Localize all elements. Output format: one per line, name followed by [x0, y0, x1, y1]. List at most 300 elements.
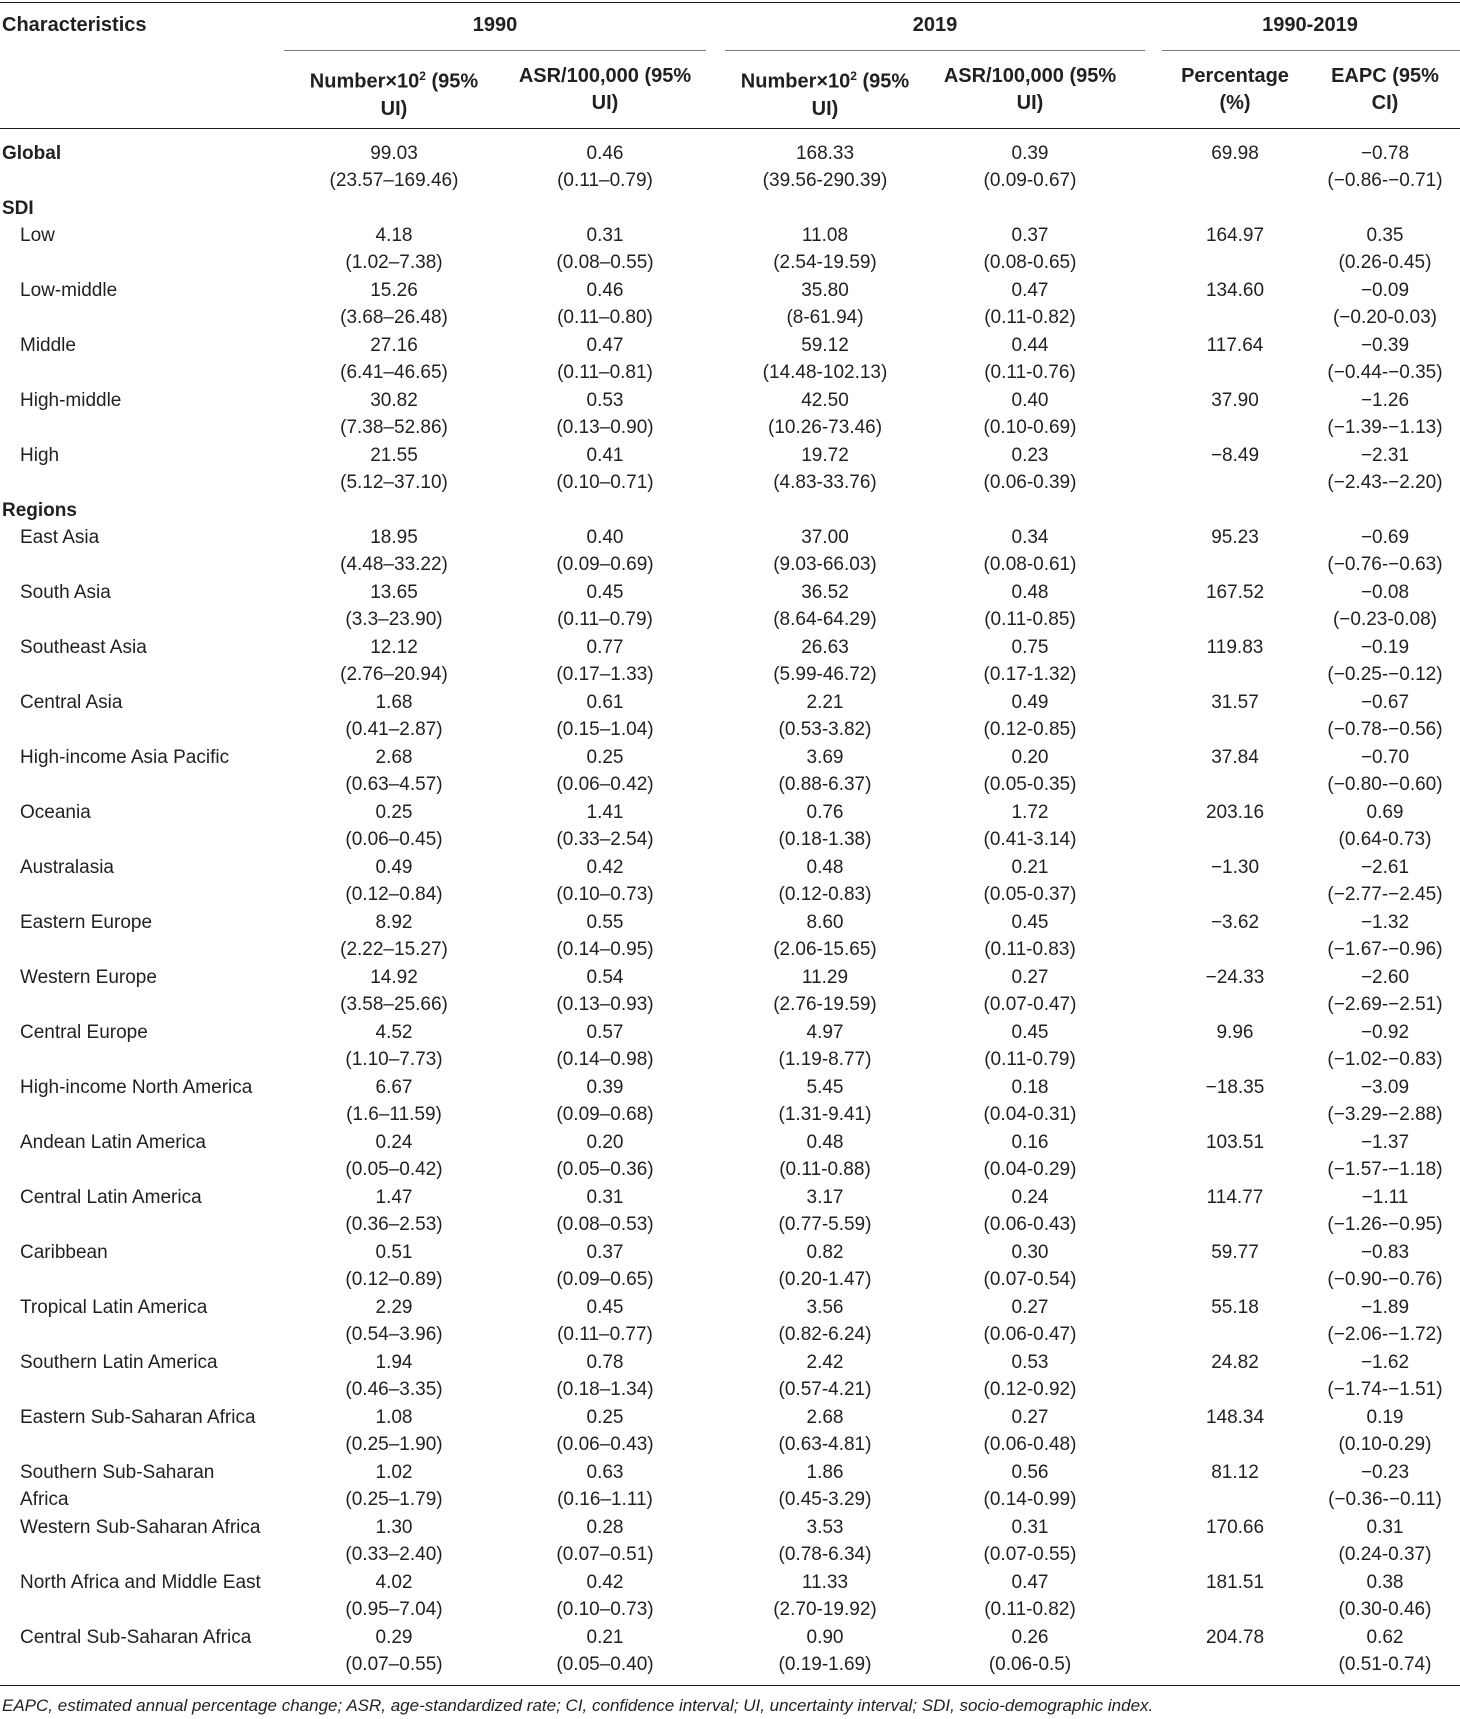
row-label: Central Europe — [20, 1022, 148, 1043]
row-label: North Africa and Middle East — [20, 1572, 261, 1593]
row-label: Central Sub-Saharan Africa — [20, 1627, 252, 1648]
cell-asr-2019-value: 0.48 — [1011, 582, 1049, 603]
cell-percentage — [1145, 1624, 1325, 1651]
cell-asr-2019 — [930, 1184, 1130, 1238]
cell-percentage-value: 55.18 — [1211, 1297, 1259, 1318]
cell-percentage-value: 37.90 — [1211, 390, 1259, 411]
header-bottom-rule — [0, 128, 1460, 129]
cell-number-1990 — [284, 854, 504, 908]
cell-number-2019-interval: (1.31-9.41) — [778, 1104, 872, 1125]
cell-eapc-interval: (0.26-0.45) — [1338, 252, 1432, 273]
table-row — [0, 1294, 1460, 1349]
cell-number-2019 — [725, 1129, 925, 1183]
cell-asr-2019-interval: (0.04-0.31) — [983, 1104, 1077, 1125]
cell-number-2019 — [725, 799, 925, 853]
header-number-2019: $Number\times 10^2$ (95% UI) — [740, 69, 910, 120]
cell-asr-1990-interval: (0.18–1.34) — [556, 1379, 654, 1400]
cell-percentage-value: 117.64 — [1206, 335, 1264, 356]
cell-percentage — [1145, 1569, 1325, 1596]
cell-percentage-value: 134.60 — [1205, 280, 1265, 301]
cell-number-1990 — [284, 744, 504, 798]
cell-eapc-value: −1.62 — [1360, 1352, 1410, 1373]
cell-eapc — [1310, 579, 1460, 633]
table-row — [0, 799, 1460, 854]
cell-percentage — [1145, 1129, 1325, 1156]
cell-percentage-value: 204.78 — [1205, 1627, 1265, 1648]
cell-number-1990 — [284, 524, 504, 578]
cell-percentage — [1145, 909, 1325, 936]
cell-number-2019-interval: (1.19-8.77) — [778, 1049, 872, 1070]
cell-eapc — [1310, 1184, 1460, 1238]
row-label: High — [20, 445, 60, 466]
cell-eapc — [1310, 1514, 1460, 1568]
cell-number-1990-interval: (0.12–0.84) — [345, 884, 443, 905]
cell-asr-1990-value: 0.21 — [586, 1627, 624, 1648]
cell-asr-2019-interval: (0.07-0.47) — [983, 994, 1077, 1015]
cell-asr-1990 — [505, 579, 705, 633]
cell-asr-2019 — [930, 964, 1130, 1018]
cell-number-2019-interval: (2.70-19.92) — [773, 1599, 877, 1620]
table-row — [0, 1459, 1460, 1514]
cell-asr-2019-value: 0.21 — [1011, 857, 1049, 878]
cell-asr-2019-value: 0.37 — [1011, 225, 1049, 246]
cell-number-1990-interval: (0.36–2.53) — [345, 1214, 443, 1235]
cell-eapc — [1310, 442, 1460, 496]
cell-eapc-interval: (−0.36-−0.11) — [1328, 1489, 1442, 1510]
cell-number-2019-interval: (2.76-19.59) — [773, 994, 877, 1015]
cell-asr-1990 — [505, 634, 705, 688]
row-label: Tropical Latin America — [20, 1297, 208, 1318]
cell-asr-2019-interval: (0.17-1.32) — [983, 664, 1077, 685]
cell-number-1990-interval: (23.57–169.46) — [329, 170, 459, 191]
cell-number-2019-interval: (5.99-46.72) — [773, 664, 877, 685]
cell-number-1990-interval: (2.22–15.27) — [340, 939, 448, 960]
cell-number-1990 — [284, 1184, 504, 1238]
cell-asr-2019-value: 0.34 — [1011, 527, 1049, 548]
cell-asr-2019-interval: (0.12-0.85) — [983, 719, 1077, 740]
cell-number-2019-value: 59.12 — [801, 335, 849, 356]
cell-number-2019-value: 2.42 — [806, 1352, 844, 1373]
cell-number-1990 — [284, 1074, 504, 1128]
cell-asr-1990-value: 0.47 — [586, 335, 624, 356]
cell-asr-1990-interval: (0.17–1.33) — [556, 664, 654, 685]
cell-percentage-value: 37.84 — [1211, 747, 1259, 768]
cell-percentage — [1145, 1184, 1325, 1211]
cell-asr-1990-value: 0.31 — [586, 225, 624, 246]
cell-number-2019 — [725, 1349, 925, 1403]
header-asr-2019: ASR/100,000 (95% UI) — [943, 65, 1117, 114]
cell-number-2019 — [725, 387, 925, 441]
cell-number-2019 — [725, 909, 925, 963]
cell-asr-2019 — [930, 1459, 1130, 1513]
cell-asr-2019-interval: (0.07-0.54) — [983, 1269, 1077, 1290]
cell-percentage-value: −3.62 — [1210, 912, 1260, 933]
cell-number-2019 — [725, 1514, 925, 1568]
cell-number-1990-value: 27.16 — [370, 335, 418, 356]
cell-number-2019-value: 4.97 — [806, 1022, 844, 1043]
cell-number-2019 — [725, 332, 925, 386]
cell-eapc — [1310, 1019, 1460, 1073]
row-label: SDI — [2, 198, 34, 219]
cell-asr-1990-value: 0.25 — [586, 747, 624, 768]
cell-percentage — [1145, 854, 1325, 881]
cell-eapc-value: −0.69 — [1360, 527, 1410, 548]
cell-eapc-interval: (−1.02-−0.83) — [1327, 1049, 1443, 1070]
cell-number-1990 — [284, 1129, 504, 1183]
cell-number-2019-interval: (14.48-102.13) — [762, 362, 888, 383]
cell-eapc — [1310, 1459, 1460, 1513]
cell-eapc-interval: (−0.90-−0.76) — [1327, 1269, 1443, 1290]
cell-asr-1990 — [505, 799, 705, 853]
cell-number-1990-value: 0.25 — [375, 802, 413, 823]
cell-number-1990-value: 13.65 — [370, 582, 418, 603]
cell-eapc-value: −0.92 — [1360, 1022, 1410, 1043]
cell-number-1990-interval: (0.63–4.57) — [345, 774, 443, 795]
cell-eapc — [1310, 140, 1460, 194]
cell-eapc-interval: (−0.80-−0.60) — [1327, 774, 1443, 795]
cell-eapc-value: −0.78 — [1360, 143, 1410, 164]
cell-asr-1990 — [505, 744, 705, 798]
cell-number-2019-interval: (0.63-4.81) — [778, 1434, 872, 1455]
cell-asr-2019-interval: (0.06-0.43) — [983, 1214, 1077, 1235]
cell-number-2019-interval: (8.64-64.29) — [773, 609, 877, 630]
cell-eapc-value: 0.35 — [1366, 225, 1404, 246]
cell-number-1990 — [284, 277, 504, 331]
cell-eapc-interval: (0.30-0.46) — [1338, 1599, 1432, 1620]
cell-asr-2019-value: 0.56 — [1011, 1462, 1049, 1483]
cell-eapc-value: −0.19 — [1360, 637, 1410, 658]
cell-number-2019-value: 37.00 — [801, 527, 849, 548]
cell-eapc-value: −0.09 — [1360, 280, 1410, 301]
cell-percentage-value: 181.51 — [1205, 1572, 1265, 1593]
cell-asr-2019 — [930, 140, 1130, 194]
cell-asr-2019-value: 0.75 — [1011, 637, 1049, 658]
cell-asr-1990-value: 0.40 — [586, 527, 624, 548]
cell-number-1990-value: 21.55 — [370, 445, 418, 466]
cell-asr-2019-interval: (0.11-0.76) — [984, 362, 1076, 383]
cell-number-1990-value: 1.47 — [375, 1187, 413, 1208]
cell-asr-1990-value: 0.46 — [586, 280, 624, 301]
cell-number-2019-value: 0.90 — [806, 1627, 844, 1648]
cell-asr-1990 — [505, 1019, 705, 1073]
cell-number-2019-interval: (0.78-6.34) — [778, 1544, 872, 1565]
table-row — [0, 1514, 1460, 1569]
cell-asr-1990-value: 0.20 — [586, 1132, 624, 1153]
cell-percentage — [1145, 799, 1325, 826]
cell-number-1990-value: 0.29 — [375, 1627, 413, 1648]
cell-number-1990-value: 15.26 — [370, 280, 418, 301]
cell-asr-1990-value: 0.42 — [586, 857, 624, 878]
group-rule-2019 — [725, 50, 1145, 51]
cell-asr-2019 — [930, 744, 1130, 798]
header-group-2019: 2019 — [912, 14, 958, 36]
cell-asr-2019-value: 0.27 — [1011, 967, 1049, 988]
cell-number-2019 — [725, 744, 925, 798]
cell-number-2019-value: 1.86 — [806, 1462, 844, 1483]
cell-asr-1990-interval: (0.14–0.95) — [556, 939, 654, 960]
cell-number-2019-interval: (0.18-1.38) — [778, 829, 872, 850]
cell-number-2019-value: 3.53 — [806, 1517, 844, 1538]
cell-asr-1990 — [505, 1239, 705, 1293]
cell-eapc-interval: (−1.67-−0.96) — [1327, 939, 1443, 960]
cell-number-1990-interval: (0.25–1.90) — [345, 1434, 443, 1455]
cell-number-2019-interval: (8-61.94) — [786, 307, 864, 328]
cell-number-1990 — [284, 909, 504, 963]
cell-eapc — [1310, 909, 1460, 963]
cell-number-2019-value: 8.60 — [806, 912, 844, 933]
cell-eapc-interval: (−0.20-0.03) — [1332, 307, 1438, 328]
cell-number-2019 — [725, 524, 925, 578]
cell-number-2019 — [725, 964, 925, 1018]
cell-number-1990 — [284, 1569, 504, 1623]
cell-asr-2019 — [930, 579, 1130, 633]
cell-percentage — [1145, 579, 1325, 606]
row-label: Regions — [2, 500, 77, 521]
cell-asr-2019 — [930, 1294, 1130, 1348]
cell-number-2019-interval: (0.12-0.83) — [778, 884, 872, 905]
cell-number-1990-interval: (5.12–37.10) — [340, 472, 448, 493]
cell-eapc-value: 0.69 — [1366, 802, 1404, 823]
cell-asr-2019-value: 0.47 — [1011, 1572, 1049, 1593]
cell-eapc-interval: (−0.78-−0.56) — [1327, 719, 1443, 740]
cell-percentage — [1145, 332, 1325, 359]
cell-percentage-value: −8.49 — [1210, 445, 1260, 466]
cell-asr-1990 — [505, 387, 705, 441]
cell-number-1990 — [284, 442, 504, 496]
cell-number-1990-interval: (0.05–0.42) — [345, 1159, 443, 1180]
cell-number-2019-interval: (2.54-19.59) — [773, 252, 877, 273]
row-label: High-income Asia Pacific — [20, 747, 230, 768]
cell-asr-1990 — [505, 1074, 705, 1128]
cell-eapc — [1310, 1294, 1460, 1348]
cell-eapc-interval: (−0.44-−0.35) — [1327, 362, 1443, 383]
row-label: Southeast Asia — [20, 637, 147, 658]
cell-number-2019-value: 0.48 — [806, 857, 844, 878]
cell-asr-2019-value: 0.31 — [1011, 1517, 1049, 1538]
cell-percentage-value: −18.35 — [1205, 1077, 1265, 1098]
row-label: South Asia — [20, 582, 111, 603]
cell-asr-1990 — [505, 1184, 705, 1238]
cell-asr-1990-interval: (0.11–0.79) — [557, 609, 653, 630]
cell-eapc — [1310, 964, 1460, 1018]
header-eapc: EAPC (95% CI) — [1331, 65, 1439, 114]
cell-eapc-interval: (0.51-0.74) — [1338, 1654, 1432, 1675]
cell-number-2019-value: 0.48 — [806, 1132, 844, 1153]
cell-eapc — [1310, 1404, 1460, 1458]
cell-number-2019-value: 2.21 — [806, 692, 844, 713]
cell-percentage — [1145, 1349, 1325, 1376]
cell-percentage — [1145, 744, 1325, 771]
cell-asr-1990-value: 1.41 — [586, 802, 624, 823]
cell-number-2019 — [725, 1624, 925, 1678]
cell-asr-1990 — [505, 854, 705, 908]
cell-percentage-value: 203.16 — [1205, 802, 1265, 823]
cell-eapc-interval: (−0.86-−0.71) — [1327, 170, 1443, 191]
cell-number-1990-interval: (0.33–2.40) — [345, 1544, 443, 1565]
cell-eapc-value: 0.38 — [1366, 1572, 1404, 1593]
cell-asr-2019-value: 0.45 — [1011, 912, 1049, 933]
cell-asr-2019 — [930, 689, 1130, 743]
cell-eapc-interval: (−0.76-−0.63) — [1327, 554, 1443, 575]
cell-number-1990-interval: (2.76–20.94) — [340, 664, 448, 685]
cell-asr-1990-value: 0.53 — [586, 390, 624, 411]
cell-eapc-value: −1.11 — [1361, 1187, 1409, 1208]
cell-number-1990-value: 0.51 — [375, 1242, 413, 1263]
cell-number-1990-value: 12.12 — [370, 637, 418, 658]
cell-eapc — [1310, 332, 1460, 386]
cell-asr-2019-value: 0.18 — [1011, 1077, 1049, 1098]
cell-asr-1990-interval: (0.09–0.65) — [556, 1269, 654, 1290]
cell-eapc — [1310, 524, 1460, 578]
cell-percentage — [1145, 1404, 1325, 1431]
cell-percentage — [1145, 1074, 1325, 1101]
cell-eapc-value: −0.83 — [1360, 1242, 1410, 1263]
cell-number-2019-value: 168.33 — [795, 143, 855, 164]
cell-asr-2019 — [930, 1569, 1130, 1623]
cell-asr-2019-interval: (0.10-0.69) — [983, 417, 1077, 438]
cell-number-2019-interval: (0.57-4.21) — [778, 1379, 872, 1400]
cell-asr-2019-interval: (0.09-0.67) — [983, 170, 1077, 191]
cell-asr-1990-value: 0.57 — [586, 1022, 624, 1043]
row-label: Central Asia — [20, 692, 123, 713]
cell-asr-1990-value: 0.41 — [586, 445, 624, 466]
cell-asr-1990-interval: (0.11–0.81) — [557, 362, 653, 383]
row-label: Middle — [20, 335, 76, 356]
cell-asr-1990-value: 0.42 — [586, 1572, 624, 1593]
cell-eapc-value: −0.23 — [1360, 1462, 1410, 1483]
cell-asr-1990-interval: (0.13–0.90) — [556, 417, 654, 438]
cell-number-2019 — [725, 1294, 925, 1348]
cell-percentage-value: −24.33 — [1205, 967, 1265, 988]
row-label: Southern Sub-Saharan Africa — [20, 1462, 215, 1510]
cell-asr-2019-value: 0.49 — [1011, 692, 1049, 713]
cell-number-2019-interval: (0.20-1.47) — [778, 1269, 872, 1290]
cell-asr-1990-value: 0.77 — [586, 637, 624, 658]
top-rule — [0, 2, 1460, 3]
cell-asr-1990 — [505, 1514, 705, 1568]
cell-asr-1990-interval: (0.10–0.71) — [556, 472, 654, 493]
cell-number-1990-interval: (0.06–0.45) — [345, 829, 443, 850]
table-row — [0, 964, 1460, 1019]
header-group-1990-2019: 1990-2019 — [1262, 14, 1358, 36]
cell-asr-1990-value: 0.31 — [586, 1187, 624, 1208]
cell-number-2019 — [725, 277, 925, 331]
cell-number-2019-value: 42.50 — [801, 390, 849, 411]
cell-number-1990 — [284, 387, 504, 441]
cell-asr-1990 — [505, 442, 705, 496]
cell-asr-1990-interval: (0.05–0.40) — [556, 1654, 654, 1675]
cell-asr-1990-interval: (0.07–0.51) — [556, 1544, 654, 1565]
cell-number-2019-value: 11.08 — [801, 225, 849, 246]
cell-percentage — [1145, 140, 1325, 167]
cell-number-2019 — [725, 1569, 925, 1623]
cell-number-1990-value: 18.95 — [370, 527, 418, 548]
table-row — [0, 909, 1460, 964]
cell-eapc-interval: (−2.06-−1.72) — [1327, 1324, 1443, 1345]
cell-asr-2019 — [930, 1624, 1130, 1678]
cell-asr-2019-value: 0.47 — [1011, 280, 1049, 301]
cell-percentage — [1145, 442, 1325, 469]
cell-number-1990-interval: (0.12–0.89) — [345, 1269, 443, 1290]
cell-number-1990-value: 4.02 — [375, 1572, 413, 1593]
row-label: Caribbean — [20, 1242, 108, 1263]
cell-asr-1990-value: 0.45 — [586, 582, 624, 603]
row-label: Low-middle — [20, 280, 118, 301]
cell-asr-1990-value: 0.63 — [586, 1462, 624, 1483]
cell-asr-2019-interval: (0.04-0.29) — [983, 1159, 1077, 1180]
cell-asr-1990-interval: (0.11–0.79) — [557, 170, 653, 191]
group-rule-1990-2019 — [1162, 50, 1460, 51]
cell-asr-2019 — [930, 1074, 1130, 1128]
table-row — [0, 195, 1460, 222]
cell-number-1990-value: 2.29 — [375, 1297, 413, 1318]
row-label: High-income North America — [20, 1077, 253, 1098]
cell-number-1990 — [284, 332, 504, 386]
cell-asr-1990-interval: (0.09–0.69) — [556, 554, 654, 575]
cell-number-1990-value: 1.68 — [375, 692, 413, 713]
cell-eapc-value: 0.31 — [1366, 1517, 1404, 1538]
table-row — [0, 1624, 1460, 1679]
cell-asr-1990-interval: (0.09–0.68) — [556, 1104, 654, 1125]
cell-number-1990 — [284, 689, 504, 743]
cell-number-2019-interval: (0.88-6.37) — [778, 774, 872, 795]
cell-asr-1990-interval: (0.06–0.43) — [556, 1434, 654, 1455]
cell-number-1990 — [284, 1404, 504, 1458]
cell-percentage-value: 103.51 — [1205, 1132, 1265, 1153]
cell-number-2019-interval: (0.19-1.69) — [778, 1654, 872, 1675]
cell-number-1990-value: 1.94 — [375, 1352, 413, 1373]
cell-asr-2019-value: 0.27 — [1011, 1407, 1049, 1428]
cell-asr-1990-interval: (0.08–0.55) — [556, 252, 654, 273]
cell-percentage — [1145, 1019, 1325, 1046]
table-row — [0, 442, 1460, 497]
table-row — [0, 854, 1460, 909]
header-characteristics: Characteristics — [2, 14, 147, 36]
cell-number-2019-value: 2.68 — [806, 1407, 844, 1428]
cell-percentage-value: 148.34 — [1205, 1407, 1265, 1428]
cell-number-2019-interval: (0.11-0.88) — [779, 1159, 871, 1180]
row-label: Eastern Europe — [20, 912, 153, 933]
cell-asr-2019-interval: (0.06-0.5) — [988, 1654, 1072, 1675]
cell-asr-1990 — [505, 1129, 705, 1183]
cell-asr-2019 — [930, 277, 1130, 331]
table-row — [0, 579, 1460, 634]
cell-asr-2019 — [930, 524, 1130, 578]
cell-asr-2019-interval: (0.08-0.61) — [983, 554, 1077, 575]
cell-percentage — [1145, 222, 1325, 249]
cell-eapc — [1310, 387, 1460, 441]
cell-number-1990-interval: (6.41–46.65) — [340, 362, 448, 383]
cell-number-2019 — [725, 689, 925, 743]
table-footnote: EAPC, estimated annual percentage change; ASR, age-standardized rate; CI, confidence interval; UI, uncertainty interval; SDI, socio-demographic index. — [2, 1696, 1154, 1715]
cell-asr-2019 — [930, 1514, 1130, 1568]
cell-number-2019 — [725, 1019, 925, 1073]
cell-eapc-interval: (0.64-0.73) — [1338, 829, 1432, 850]
cell-number-2019-interval: (4.83-33.76) — [773, 472, 877, 493]
cell-percentage-value: 95.23 — [1211, 527, 1259, 548]
cell-number-1990-interval: (1.10–7.73) — [345, 1049, 443, 1070]
header-asr-1990: ASR/100,000 (95% UI) — [518, 65, 692, 114]
cell-asr-1990-value: 0.61 — [586, 692, 624, 713]
row-label: Oceania — [20, 802, 91, 823]
cell-asr-2019-value: 1.72 — [1011, 802, 1049, 823]
cell-asr-2019 — [930, 332, 1130, 386]
cell-number-2019-value: 35.80 — [801, 280, 849, 301]
row-label: High-middle — [20, 390, 122, 411]
cell-asr-1990-interval: (0.33–2.54) — [556, 829, 654, 850]
cell-number-2019 — [725, 1074, 925, 1128]
table-row — [0, 277, 1460, 332]
